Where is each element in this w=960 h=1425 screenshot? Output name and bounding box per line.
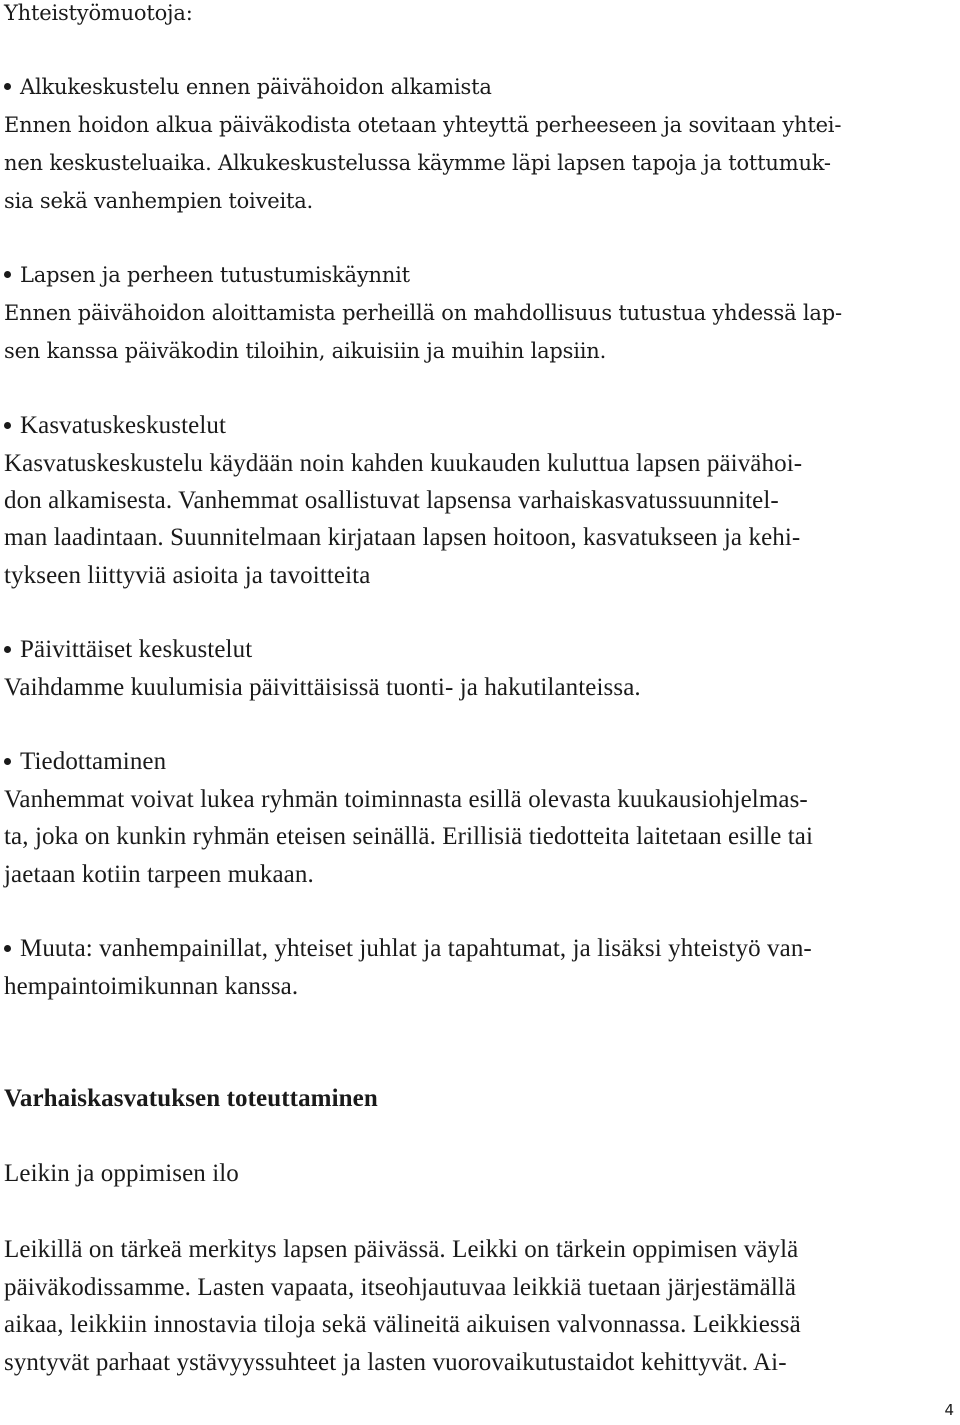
list-item-text: tykseen liittyviä asioita ja tavoitteita [4,562,371,589]
list-item-title: Tiedottaminen [4,749,166,774]
list-item-text: jaetaan kotiin tarpeen mukaan. [4,861,314,888]
paragraph-line: päiväkodissamme. Lasten vapaata, itseohjautuvaa leikkiä tuetaan järjestämällä [4,1274,797,1301]
list-item-title: Päivittäiset keskustelut [4,637,252,662]
list-item-text: hempaintoimikunnan kanssa. [4,973,299,1000]
list-item-title: Lapsen ja perheen tutustumiskäynnit [4,265,410,286]
paragraph-line: Leikillä on tärkeä merkitys lapsen päivässä. Leikki on tärkein oppimisen väylä [4,1236,799,1263]
paragraph-line: syntyvät parhaat ystävyyssuhteet ja lasten vuorovaikutustaidot kehittyvät. Ai- [4,1349,787,1376]
bullet-icon [4,422,11,429]
list-item-text: nen keskusteluaika. Alkukeskustelussa käymme läpi lapsen tapoja ja tottumuk- [4,151,831,175]
bullet-icon [4,758,11,765]
paragraph-line: aikaa, leikkiin innostavia tiloja sekä välineitä aikuisen valvonnassa. Leikkiessä [4,1311,801,1338]
list-item-text: Ennen hoidon alkua päiväkodista otetaan yhteyttä perheeseen ja sovitaan yhtei- [4,113,842,137]
list-item-text: Kasvatuskeskustelu käydään noin kahden kuukauden kuluttua lapsen päivähoi- [4,450,803,477]
bullet-icon [4,83,11,90]
section-heading: Yhteistyömuotoja: [4,1,193,25]
list-item-text: ta, joka on kunkin ryhmän eteisen seinällä. Erillisiä tiedotteita laitetaan esille tai [4,823,814,850]
bullet-icon [4,945,11,952]
list-item-text: man laadintaan. Suunnitelmaan kirjataan lapsen hoitoon, kasvatukseen ja kehi- [4,524,801,551]
subheading: Leikin ja oppimisen ilo [4,1160,239,1187]
page-number: 4 [944,1401,954,1419]
list-item-text: Ennen päivähoidon aloittamista perheillä on mahdollisuus tutustua yhdessä lap- [4,301,842,325]
bullet-icon [4,646,11,653]
list-item-text: sia sekä vanhempien toiveita. [4,189,314,213]
list-item-title: Muuta: vanhempainillat, yhteiset juhlat ja tapahtumat, ja lisäksi yhteistyö van- [4,936,812,961]
section-heading-2: Varhaiskasvatuksen toteuttaminen [4,1085,378,1112]
bullet-icon [4,271,11,278]
list-item-text: Vaihdamme kuulumisia päivittäisissä tuonti- ja hakutilanteissa. [4,674,641,701]
list-item-title: Alkukeskustelu ennen päivähoidon alkamista [4,77,492,98]
list-item-text: sen kanssa päiväkodin tiloihin, aikuisiin ja muihin lapsiin. [4,339,607,363]
list-item-text: don alkamisesta. Vanhemmat osallistuvat lapsensa varhaiskasvatussuunnitel- [4,487,779,514]
list-item-title: Kasvatuskeskustelut [4,413,226,438]
list-item-text: Vanhemmat voivat lukea ryhmän toiminnasta esillä olevasta kuukausiohjelmas- [4,786,808,813]
